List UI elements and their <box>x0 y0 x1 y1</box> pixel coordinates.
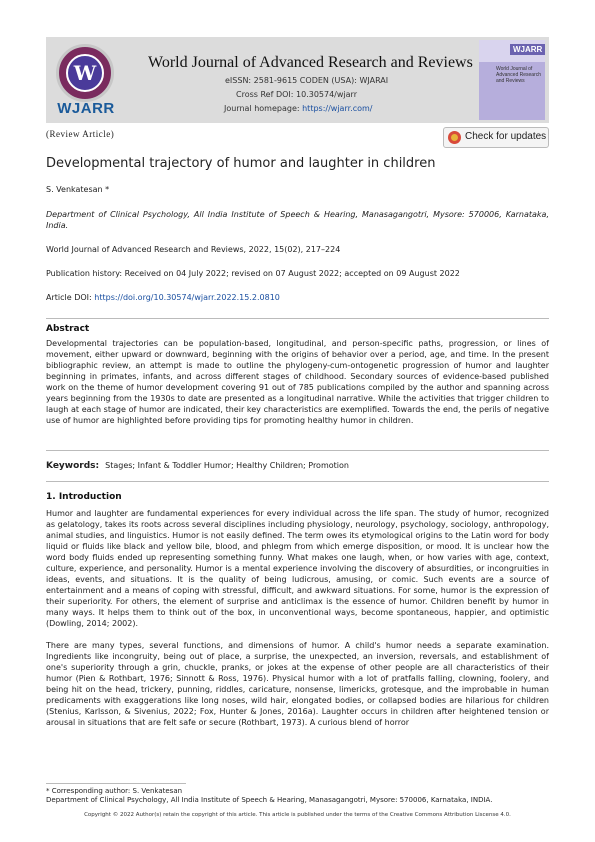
divider <box>46 450 549 451</box>
abstract-heading: Abstract <box>46 324 90 334</box>
doi-label: Article DOI: <box>46 293 95 302</box>
keywords <box>46 461 349 471</box>
citation: World Journal of Advanced Research and Reviews, 2022, 15(02), 217–224 <box>46 245 341 254</box>
article-title: Developmental trajectory of humor and laughter in children <box>46 156 436 171</box>
author: S. Venkatesan * <box>46 185 110 194</box>
affiliation: Department of Clinical Psychology, All India Institute of Speech & Hearing, Manasagangotri, Mysore: 570006, Karnataka, India. <box>46 210 549 230</box>
footnote <box>46 787 549 805</box>
copyright-notice: Copyright © 2022 Author(s) retain the copyright of this article. This article is published under the terms of the Creative Commons Attribution Liscense 4.0. <box>84 812 511 818</box>
publication-history: Publication history: Received on 04 July 2022; revised on 07 August 2022; accepted on 09 August 2022 <box>46 269 460 278</box>
introduction-heading: 1. Introduction <box>46 492 122 502</box>
article-type: (Review Article) <box>46 129 115 139</box>
footnote-divider <box>46 783 186 784</box>
paragraph: Humor and laughter are fundamental experiences for every individual across the life span. The study of humor, recognized as gelatology, takes its roots across several disciplines including physiology, neurology, psychology, sociology, anthropology, animal studies, and linguistics. Humor is not easily defined. The term owes its etymological origins to the Latin word for body liquid or fluids like black and yellow bile, blood, and phlegm from which emerge disposition, or mood. It is unclear how the word body fluids ended up representing something funny. What makes one laugh, when, or how varies with age, context, culture, experience, and personality. Humor is a mental experience involving the discovery of absurdities, or incongruities in ideas, events, and situations. It is the quality of being ludicrous, amusing, or comic. Such events are a source of entertainment and a means of coping with stressful, difficult, and awkward situations. For some, humor is the expression of their superiority. For others, the element of surprise and anticlimax is the essence of humor. Children benefit by humor in many ways. It helps them to think out of the box, in unconventional ways, become spontaneous, happier, and optimistic (Dowling, 2014; 2002). <box>46 509 549 628</box>
keywords-text: Stages; Infant & Toddler Humor; Healthy Children; Promotion <box>105 461 349 470</box>
paragraph: There are many types, several functions, and dimensions of humor. A child's humor needs a separate examination. Ingredients like incongruity, being out of place, a surprise, the unexpected, an inversion, reversals, and establishment of one's superiority through a grin, chuckle, pranks, or jokes at the expense of other people are all characteristics of their humor (Pien & Rothbart, 1976; Sinnott & Ross, 1976). Physical humor with a lot of pratfalls falling, clowning, foolery, and being hit on the head, trickery, punning, riddles, caricature, nonsense, limericks, grotesque, and the improbable in human predicaments with exaggerations like long noses, wild hair, elongated bodies, or collapsed bodies are hilarious for children (Stenius, Karlsson, & Sivenius, 2022; Fox, Hunter & Jones, 2016a). Laughter occurs in children after heightened tension or arousal in situations that are felt safe or secure (Rothbart, 1973). A curious blend of horror <box>46 641 549 727</box>
cover-brand: WJARR <box>510 44 545 55</box>
divider <box>46 481 549 482</box>
introduction-body <box>46 508 549 739</box>
journal-title: World Journal of Advanced Research and Reviews <box>148 54 473 71</box>
corresponding-author: * Corresponding author: S. Venkatesan <box>46 787 183 795</box>
cover-text: World Journal of Advanced Research and Reviews <box>496 66 542 84</box>
divider <box>46 318 549 319</box>
logo-text: WJARR <box>57 100 115 117</box>
doi-link[interactable]: https://doi.org/10.30574/wjarr.2022.15.2.0810 <box>94 293 280 302</box>
logo-letter: W <box>66 54 104 92</box>
author-affiliation: Department of Clinical Psychology, All India Institute of Speech & Hearing, Manasagangotri, Mysore: 570006, Karnataka, INDIA. <box>46 796 493 804</box>
article-doi <box>46 292 280 303</box>
crossref-line: Cross Ref DOI: 10.30574/wjarr <box>236 90 357 99</box>
homepage-label: Journal homepage: <box>224 104 303 113</box>
crossmark-icon <box>448 131 461 144</box>
keywords-label: Keywords: <box>46 461 100 471</box>
homepage-link[interactable]: https://wjarr.com/ <box>302 104 373 113</box>
homepage-line <box>224 104 372 113</box>
abstract-text: Developmental trajectories can be population-based, longitudinal, and person-specific paths, progression, or lines of movement, either upward or downward, beginning with the origins of behavior over a period, age, and time. In the present bibliographic review, an attempt is made to outline the phylogeny-cum-ontogenetic progression of humor and laughter beginning in primates, infants, and across different stages of childhood. Secondary sources of evidence-based published work on the theme of humor development covering 91 out of 785 publications compiled by the author and spanning across years beginning from the 1930s to date are presented as a longitudinal narrative. While the activities that trigger children to laugh at each stage of humor are indicated, their key characteristics are exemplified. Towards the end, the perils of negative use of humor are highlighted before providing tips for promoting healthy humor in children. <box>46 339 549 425</box>
issn-line: eISSN: 2581-9615 CODEN (USA): WJARAI <box>225 76 389 85</box>
check-for-updates-label: Check for updates <box>465 131 547 142</box>
